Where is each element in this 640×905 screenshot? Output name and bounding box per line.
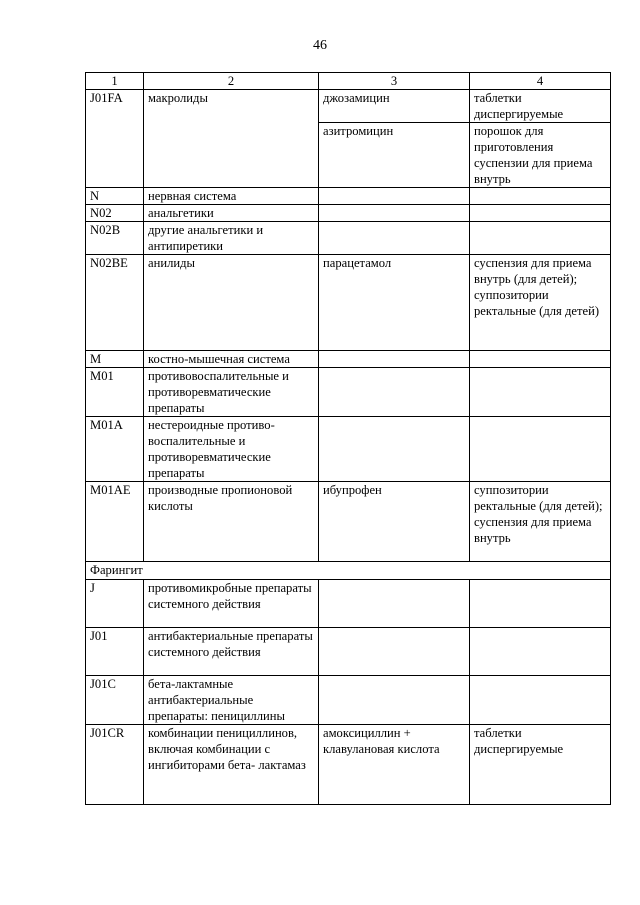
drug-name-cell: джозамицин xyxy=(319,90,470,123)
table-row xyxy=(86,368,611,417)
atc-code-cell: M01A xyxy=(86,417,144,482)
table-row xyxy=(86,255,611,351)
table-row xyxy=(86,90,611,123)
table-row xyxy=(86,725,611,805)
drug-name-cell: ибупрофен xyxy=(319,482,470,562)
table-row xyxy=(86,676,611,725)
drug-name-cell xyxy=(319,580,470,628)
drug-name-cell xyxy=(319,628,470,676)
atc-code-cell: M01AE xyxy=(86,482,144,562)
dosage-form-cell: таблетки диспергируемые xyxy=(470,725,611,805)
dosage-form-cell xyxy=(470,417,611,482)
column-header: 3 xyxy=(319,73,470,90)
atc-code-cell: N02B xyxy=(86,222,144,255)
drug-name-cell xyxy=(319,351,470,368)
dosage-form-cell xyxy=(470,205,611,222)
drug-name-cell: азитромицин xyxy=(319,123,470,188)
table-header-row xyxy=(86,73,611,90)
atc-code-cell: J01CR xyxy=(86,725,144,805)
atc-code-cell: N xyxy=(86,188,144,205)
drug-name-cell xyxy=(319,222,470,255)
drug-name-cell xyxy=(319,676,470,725)
table-row xyxy=(86,482,611,562)
group-name-cell: нервная система xyxy=(144,188,319,205)
page-number: 46 xyxy=(313,38,327,53)
dosage-form-cell xyxy=(470,351,611,368)
group-name-cell: анальгетики xyxy=(144,205,319,222)
dosage-form-cell xyxy=(470,188,611,205)
table-row xyxy=(86,417,611,482)
table-row xyxy=(86,205,611,222)
table-row xyxy=(86,351,611,368)
atc-code-cell: M xyxy=(86,351,144,368)
group-name-cell: комбинации пенициллинов, включая комбинации с ингибиторами бета- лактамаз xyxy=(144,725,319,805)
column-header: 4 xyxy=(470,73,611,90)
group-name-cell: производные пропионовой кислоты xyxy=(144,482,319,562)
group-name-cell: анилиды xyxy=(144,255,319,351)
table-row xyxy=(86,580,611,628)
dosage-form-cell xyxy=(470,628,611,676)
table-row xyxy=(86,222,611,255)
group-name-cell: бета-лактамные антибактериальные препараты: пенициллины xyxy=(144,676,319,725)
group-name-cell: макролиды xyxy=(144,90,319,188)
dosage-form-cell: суппозитории ректальные (для детей); суспензия для приема внутрь xyxy=(470,482,611,562)
atc-code-cell: N02BE xyxy=(86,255,144,351)
atc-code-cell: J01 xyxy=(86,628,144,676)
dosage-form-cell: порошок для приготовления суспензии для приема внутрь xyxy=(470,123,611,188)
group-name-cell: другие анальгетики и антипиретики xyxy=(144,222,319,255)
drug-table xyxy=(85,72,611,805)
column-header: 1 xyxy=(86,73,144,90)
dosage-form-cell: таблетки диспергируемые xyxy=(470,90,611,123)
dosage-form-cell xyxy=(470,222,611,255)
dosage-form-cell xyxy=(470,368,611,417)
column-header: 2 xyxy=(144,73,319,90)
atc-code-cell: J01FA xyxy=(86,90,144,188)
table-row xyxy=(86,628,611,676)
group-name-cell: костно-мышечная система xyxy=(144,351,319,368)
atc-code-cell: N02 xyxy=(86,205,144,222)
drug-name-cell xyxy=(319,188,470,205)
drug-name-cell: амоксициллин + клавулановая кислота xyxy=(319,725,470,805)
group-name-cell: нестероидные противо- воспалительные и противоревматические препараты xyxy=(144,417,319,482)
group-name-cell: противомикробные препараты системного действия xyxy=(144,580,319,628)
dosage-form-cell: суспензия для приема внутрь (для детей); суппозитории ректальные (для детей) xyxy=(470,255,611,351)
section-row xyxy=(86,562,611,580)
atc-code-cell: J xyxy=(86,580,144,628)
section-label: Фарингит xyxy=(86,562,611,580)
group-name-cell: противовоспалительные и противоревматические препараты xyxy=(144,368,319,417)
atc-code-cell: J01C xyxy=(86,676,144,725)
dosage-form-cell xyxy=(470,676,611,725)
drug-name-cell xyxy=(319,417,470,482)
table-row xyxy=(86,188,611,205)
atc-code-cell: M01 xyxy=(86,368,144,417)
group-name-cell: антибактериальные препараты системного действия xyxy=(144,628,319,676)
drug-name-cell: парацетамол xyxy=(319,255,470,351)
drug-name-cell xyxy=(319,205,470,222)
dosage-form-cell xyxy=(470,580,611,628)
drug-name-cell xyxy=(319,368,470,417)
